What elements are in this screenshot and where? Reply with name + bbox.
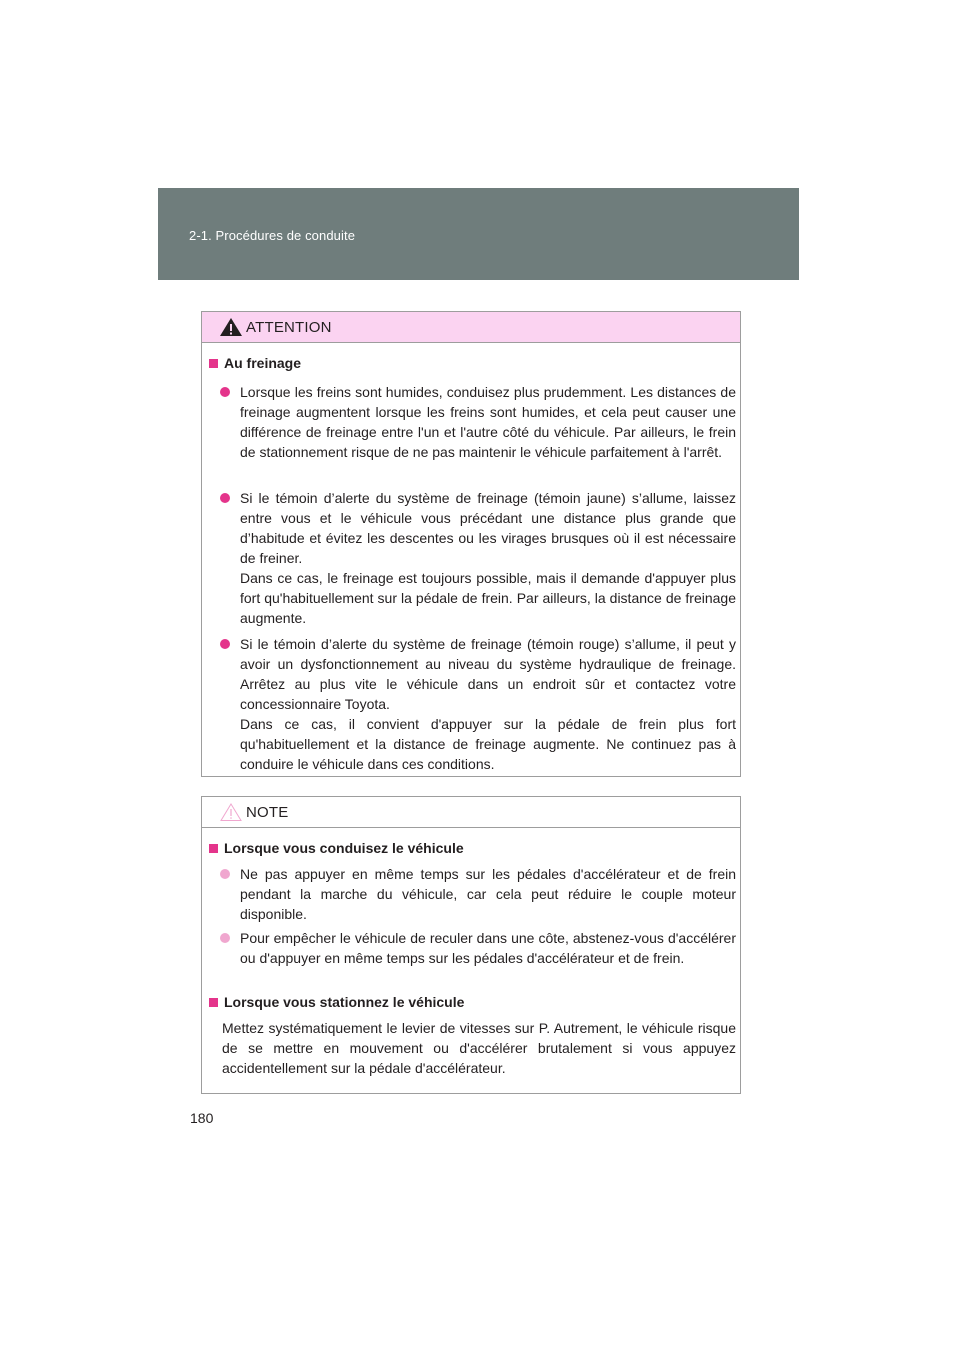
bullet-text: Pour empêcher le véhicule de reculer dans une côte, abstenez-vous d'accélérer ou d'appuyer en même temps sur les pédales d'accélérateur et de frein. <box>240 930 736 966</box>
note-bullet-2 <box>220 928 736 968</box>
round-bullet-icon <box>220 933 230 943</box>
page-number: 180 <box>190 1110 214 1126</box>
bullet-text: Dans ce cas, il convient d'appuyer sur la pédale de frein plus fort qu'habituellement et la distance de freinage augmente. Ne continuez pas à conduire le véhicule dans ces conditions. <box>240 716 736 772</box>
attention-bullet-3 <box>220 634 736 774</box>
bullet-text: Si le témoin d’alerte du système de freinage (témoin jaune) s’allume, laissez entre vous et le véhicule vous précédant une distance plus grande que d’habitude et évitez les descentes ou les virages brusques où il est nécessaire de freiner. <box>240 490 736 566</box>
attention-bullet-1 <box>220 382 736 462</box>
bullet-text: Dans ce cas, le freinage est toujours possible, mais il demande d'appuyer plus fort qu'habituellement sur la pédale de frein. Par ailleurs, la distance de freinage augmente. <box>240 570 736 626</box>
attention-bullet-2 <box>220 488 736 628</box>
note-bullet-1 <box>220 864 736 924</box>
square-bullet-icon <box>209 998 218 1007</box>
note-box <box>201 796 741 1094</box>
round-bullet-icon <box>220 387 230 397</box>
note-section-2-title: Lorsque vous stationnez le véhicule <box>209 992 464 1012</box>
note-section-1-title: Lorsque vous conduisez le véhicule <box>209 838 464 858</box>
note-section-2-text: Mettez systématiquement le levier de vitesses sur P. Autrement, le véhicule risque de se mettre en mouvement ou d'accélérer brutalement si vous appuyez accidentellement sur la pédale d'accélérateur. <box>222 1020 736 1076</box>
round-bullet-icon <box>220 869 230 879</box>
bullet-text: Ne pas appuyer en même temps sur les pédales d'accélérateur et de frein pendant la marche du véhicule, car cela peut réduire le couple moteur disponible. <box>240 866 736 922</box>
attention-label: ATTENTION <box>246 319 332 336</box>
square-bullet-icon <box>209 844 218 853</box>
attention-box <box>201 311 741 777</box>
attention-header <box>202 312 740 343</box>
section-header-band <box>158 188 799 280</box>
attention-section-title: Au freinage <box>209 353 301 373</box>
bullet-text: Si le témoin d’alerte du système de freinage (témoin rouge) s’allume, il peut y avoir un dysfonctionnement au niveau du système hydraulique de freinage. Arrêtez au plus vite le véhicule dans un endroit sûr et contactez votre concessionnaire Toyota. <box>240 636 736 712</box>
square-bullet-icon <box>209 359 218 368</box>
note-label: NOTE <box>246 804 289 821</box>
round-bullet-icon <box>220 493 230 503</box>
caution-outline-icon <box>220 803 242 821</box>
round-bullet-icon <box>220 639 230 649</box>
bullet-text: Lorsque les freins sont humides, conduisez plus prudemment. Les distances de freinage augmentent lorsque les freins sont humides, et cela peut causer une différence de freinage entre l'un et l'autre côté du véhicule. Par ailleurs, le frein de stationnement risque de ne pas maintenir le véhicule parfaitement à l'arrêt. <box>240 384 736 460</box>
note-header <box>202 797 740 828</box>
warning-icon <box>220 318 242 336</box>
section-title: 2-1. Procédures de conduite <box>189 228 356 243</box>
